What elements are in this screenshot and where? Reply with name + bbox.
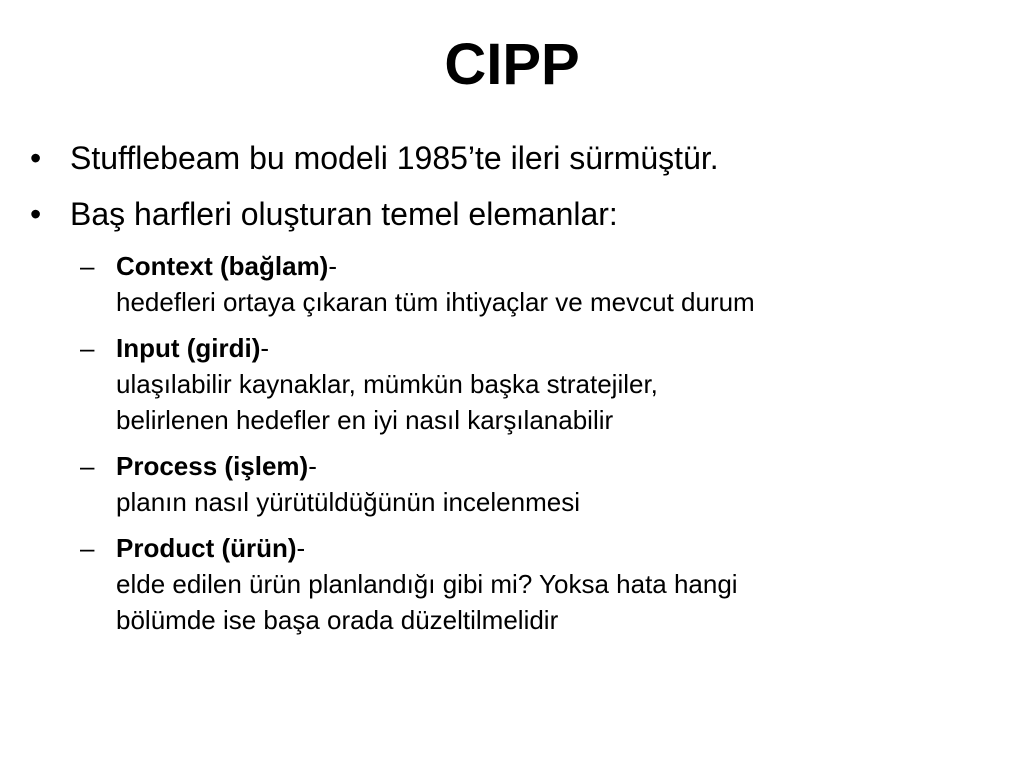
bullet-item [30,192,990,236]
dash-marker: – [80,451,95,481]
sub-item-description: planın nasıl yürütüldüğünün incelenmesi [116,487,580,517]
sub-item-separator: - [260,333,270,363]
bullet-item [30,136,990,180]
sub-item-separator: - [308,451,317,481]
sub-item-term: Context (bağlam) [116,251,329,281]
sub-item-body [116,248,990,320]
sub-item-description: elde edilen ürün planlandığı gibi mi? Yoksa hata hangi [116,569,738,599]
slide-content [30,136,990,648]
dash-marker: – [80,333,95,363]
bullet-marker: • [30,196,42,232]
sub-item-body [116,530,990,638]
sub-item-process [80,448,990,520]
sub-item-input [80,330,990,438]
sub-item-product [80,530,990,638]
sub-item-context [80,248,990,320]
sub-item-separator: - [328,251,338,281]
sub-item-description: bölümde ise başa orada düzeltilmelidir [116,605,559,635]
dash-marker: – [80,533,95,563]
sub-item-term: Product (ürün) [116,533,297,563]
bullet-text: Stufflebeam bu modeli 1985’te ileri sürmüştür. [70,140,719,176]
sub-item-body [116,330,990,438]
dash-marker: – [80,251,95,281]
sub-item-description: hedefleri ortaya çıkaran tüm ihtiyaçlar ve mevcut durum [116,287,755,317]
sub-item-body [116,448,990,520]
sub-item-description: belirlenen hedefler en iyi nasıl karşılanabilir [116,405,614,435]
sub-item-term: Input (girdi) [116,333,261,363]
sub-item-term: Process (işlem) [116,451,309,481]
slide-title: CIPP [444,32,580,97]
bullet-marker: • [30,140,42,176]
sub-item-description: ulaşılabilir kaynaklar, mümkün başka stratejiler, [116,369,658,399]
bullet-text: Baş harfleri oluşturan temel elemanlar: [70,196,618,232]
sub-item-separator: - [296,533,306,563]
